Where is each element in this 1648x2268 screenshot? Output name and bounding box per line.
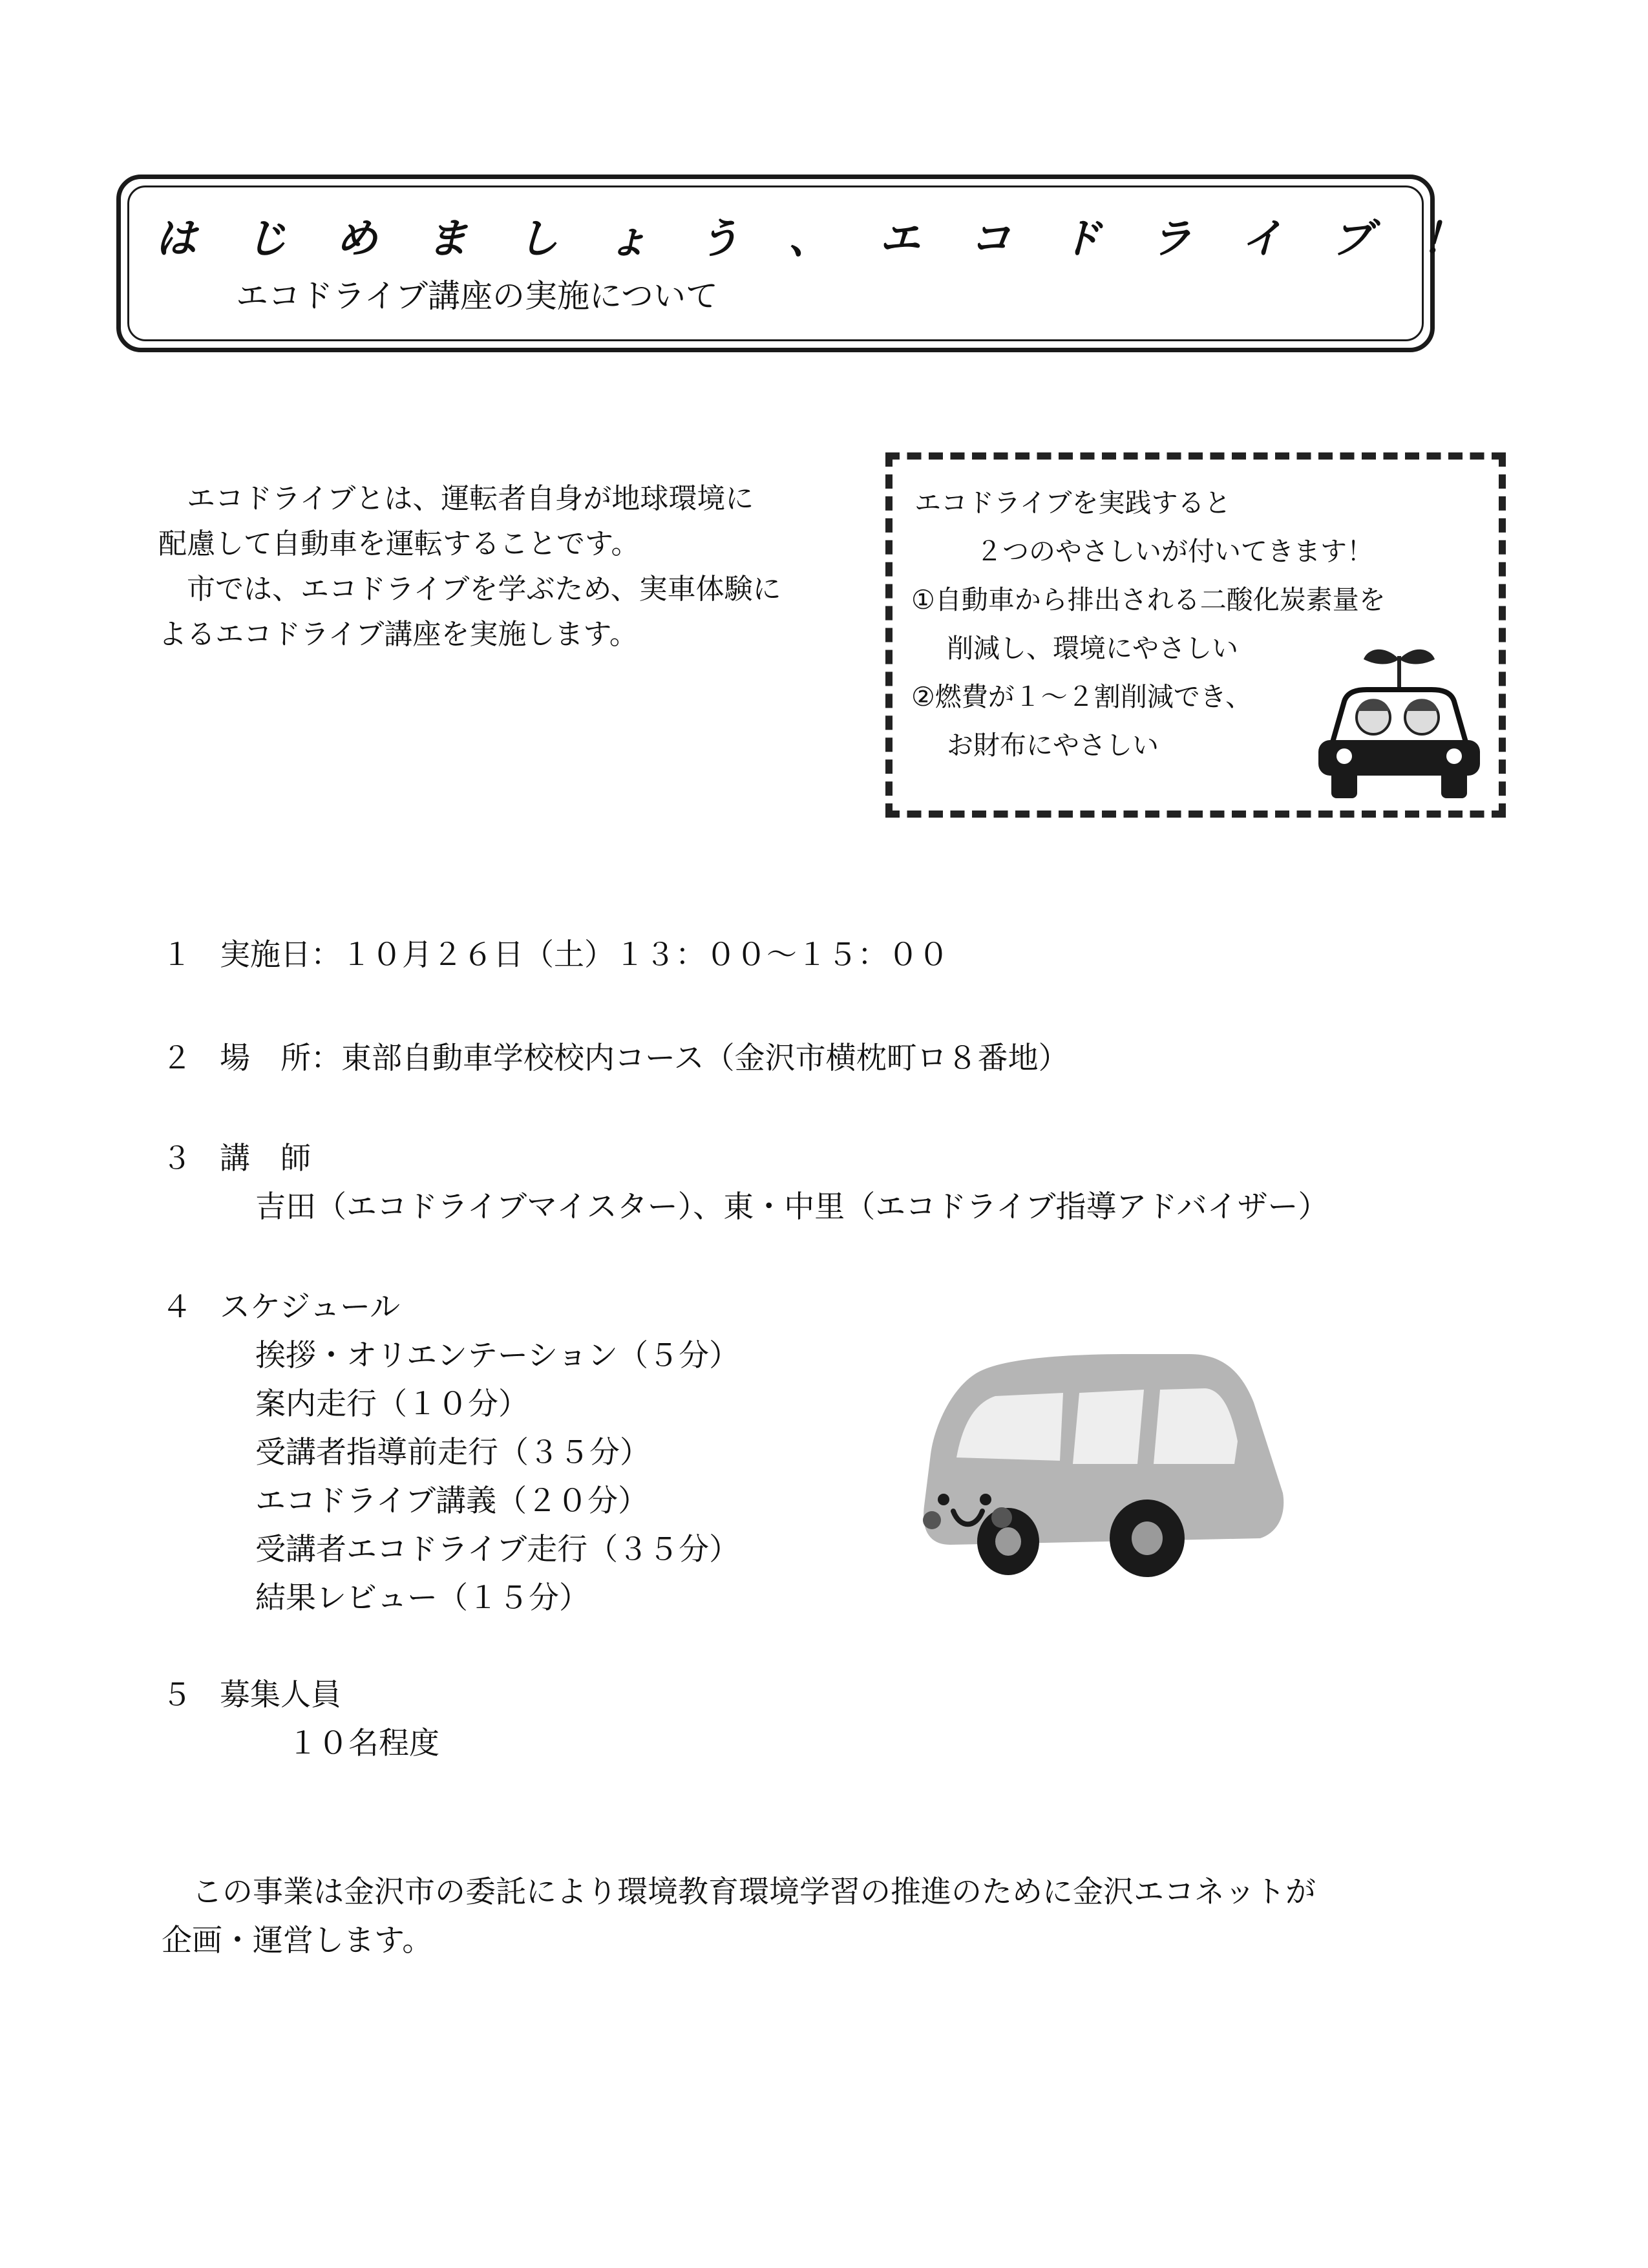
banner-title-char: ょ bbox=[607, 215, 654, 263]
footer-line: この事業は金沢市の委託により環境教育環境学習の推進のために金沢エコネットが bbox=[162, 1874, 1316, 1910]
item-number: ３ bbox=[162, 1141, 192, 1176]
intro-line: よるエコドライブ講座を実施します。 bbox=[158, 618, 638, 651]
schedule-entry: 受講者エコドライブ走行（３５分） bbox=[255, 1532, 740, 1567]
banner-title-char: じ bbox=[246, 215, 292, 263]
banner-title bbox=[155, 206, 1468, 265]
schedule-entry: 案内走行（１０分） bbox=[255, 1386, 529, 1422]
banner-title-char: 、 bbox=[788, 215, 835, 263]
banner-subtitle: エコドライブ講座の実施について bbox=[236, 277, 718, 315]
schedule-entry: 結果レビュー（１５分） bbox=[255, 1580, 589, 1616]
banner-title-char: エ bbox=[879, 215, 925, 263]
intro-line: 市では、エコドライブを学ぶため、実車体験に bbox=[158, 573, 781, 606]
item-capacity-detail: １０名程度 bbox=[288, 1726, 439, 1761]
item-instructor-detail: 吉田（エコドライブマイスター）、東・中里（エコドライブ指導アドバイザー） bbox=[255, 1189, 1329, 1225]
banner-title-char: イ bbox=[1241, 215, 1287, 263]
benefit-line: お財布にやさしい bbox=[947, 730, 1159, 761]
banner-title-char: コ bbox=[969, 215, 1016, 263]
footer-line: 企画・運営します。 bbox=[162, 1923, 433, 1958]
item-capacity-heading: 募集人員 bbox=[220, 1677, 341, 1713]
item-number: ２ bbox=[162, 1041, 192, 1076]
benefit-line: エコドライブを実践すると bbox=[914, 487, 1231, 518]
item-number: １ bbox=[162, 937, 192, 973]
benefit-line: ①自動車から排出される二酸化炭素量を bbox=[911, 584, 1386, 615]
benefit-line: 削減し、環境にやさしい bbox=[947, 633, 1238, 664]
banner-title-char: は bbox=[155, 215, 202, 263]
schedule-entry: エコドライブ講義（２０分） bbox=[255, 1483, 649, 1519]
item-number: ５ bbox=[162, 1677, 192, 1713]
banner-title-char: ブ bbox=[1331, 215, 1378, 263]
banner-title-char: ラ bbox=[1150, 215, 1197, 263]
smiling-car-icon bbox=[911, 1344, 1293, 1584]
benefit-line: ②燃費が１～２割削減でき、 bbox=[911, 681, 1252, 712]
item-schedule-heading: スケジュール bbox=[220, 1289, 401, 1325]
schedule-entry: 挨拶・オリエンテーション（５分） bbox=[255, 1338, 740, 1373]
item-date: 実施日：１０月２６日（土）１３：００～１５：００ bbox=[220, 937, 949, 973]
intro-line: エコドライブとは、運転者自身が地球環境に bbox=[158, 482, 754, 515]
banner-title-char: ！ bbox=[1422, 215, 1468, 263]
item-place: 場 所：東部自動車学校校内コース（金沢市横枕町ロ８番地） bbox=[220, 1041, 1069, 1076]
banner-title-char: ま bbox=[427, 215, 473, 263]
schedule-entry: 受講者指導前走行（３５分） bbox=[255, 1435, 650, 1470]
item-instructor-heading: 講 師 bbox=[220, 1141, 311, 1176]
banner-title-char: う bbox=[698, 215, 745, 263]
benefit-line: ２つのやさしいが付いてきます！ bbox=[976, 536, 1373, 567]
eco-car-sprout-icon bbox=[1305, 630, 1493, 805]
intro-line: 配慮して自動車を運転することです。 bbox=[158, 527, 640, 560]
banner-title-char: め bbox=[336, 215, 383, 263]
banner-title-char: し bbox=[517, 215, 564, 263]
banner-title-char: ド bbox=[1060, 215, 1106, 263]
item-number: ４ bbox=[162, 1289, 192, 1325]
